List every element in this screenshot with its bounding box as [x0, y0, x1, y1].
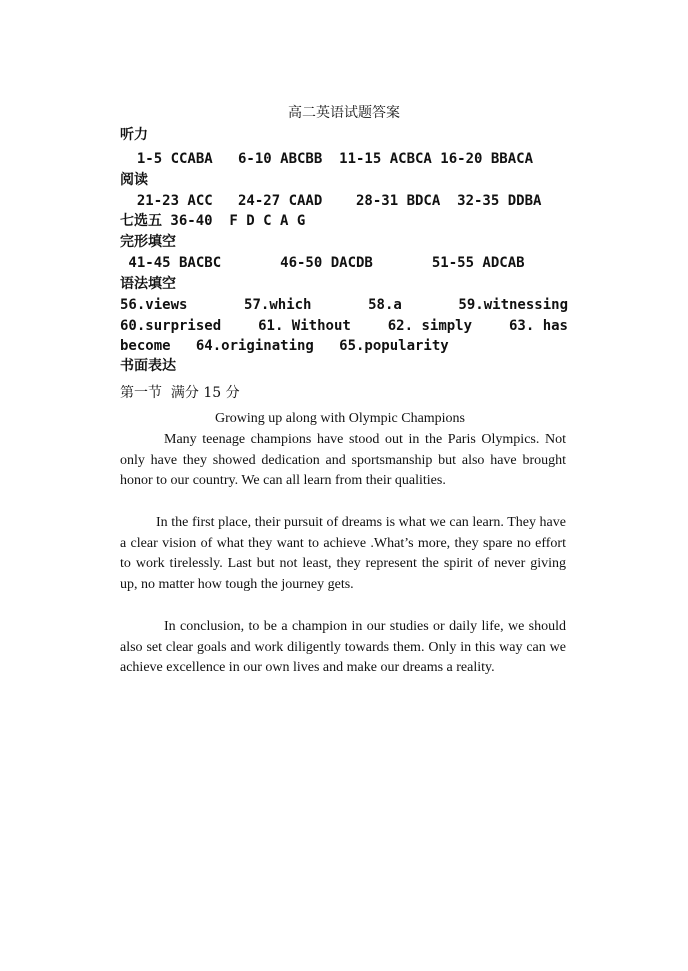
- seven-choose-five-answers: 七选五 36-40 F D C A G: [120, 213, 306, 229]
- listening-heading: 听力: [120, 127, 148, 143]
- grammar-row-3: become 64.originating 65.popularity: [120, 338, 449, 354]
- writing-section-label: 第一节 满分 15 分: [120, 385, 240, 401]
- page-title: 高二英语试题答案: [288, 105, 400, 121]
- grammar-answer: 56.views: [120, 297, 188, 313]
- reading-heading: 阅读: [120, 172, 148, 188]
- essay-title: Growing up along with Olympic Champions: [214, 411, 466, 426]
- essay-paragraph-text: In the first place, their pursuit of dreams is what we can learn. They have a clear vision of what they want to achieve .What’s more, they spare no effort to work tirelessly. Last but not least, they represent the spirit of never giving up, no matter how tough the journey gets.: [120, 515, 566, 592]
- essay-paragraph-2: [120, 513, 566, 595]
- essay-paragraph-3: [120, 617, 566, 679]
- reading-answers: 21-23 ACC 24-27 CAAD 28-31 BDCA 32-35 DDBA: [120, 193, 542, 209]
- cloze-heading: 完形填空: [120, 234, 176, 250]
- grammar-answer: 62. simply: [387, 318, 473, 334]
- essay-paragraph-1: [120, 430, 566, 492]
- grammar-answer: 59.witnessing: [458, 297, 568, 313]
- grammar-answer: 63. has: [508, 318, 568, 334]
- grammar-row-2: [120, 317, 568, 335]
- grammar-answer: 60.surprised: [120, 318, 222, 334]
- grammar-answer: 57.which: [244, 297, 312, 313]
- writing-heading: 书面表达: [120, 358, 176, 374]
- cloze-answers: 41-45 BACBC 46-50 DACDB 51-55 ADCAB: [120, 255, 525, 271]
- grammar-answer: 61. Without: [258, 318, 351, 334]
- essay-paragraph-text: Many teenage champions have stood out in the Paris Olympics. Not only have they showed dedication and sportsmanship but also have brought honor to our country. We can all learn from their qualities.: [120, 432, 566, 489]
- grammar-heading: 语法填空: [120, 276, 176, 292]
- essay-paragraph-text: In conclusion, to be a champion in our studies or daily life, we should also set clear goals and work diligently towards them. Only in this way can we achieve excellence in our own lives and make our dreams a reality.: [120, 619, 566, 676]
- listening-answers: 1-5 CCABA 6-10 ABCBB 11-15 ACBCA 16-20 BBACA: [120, 151, 534, 167]
- grammar-row-1: [120, 296, 568, 314]
- grammar-answer: 58.a: [368, 297, 402, 313]
